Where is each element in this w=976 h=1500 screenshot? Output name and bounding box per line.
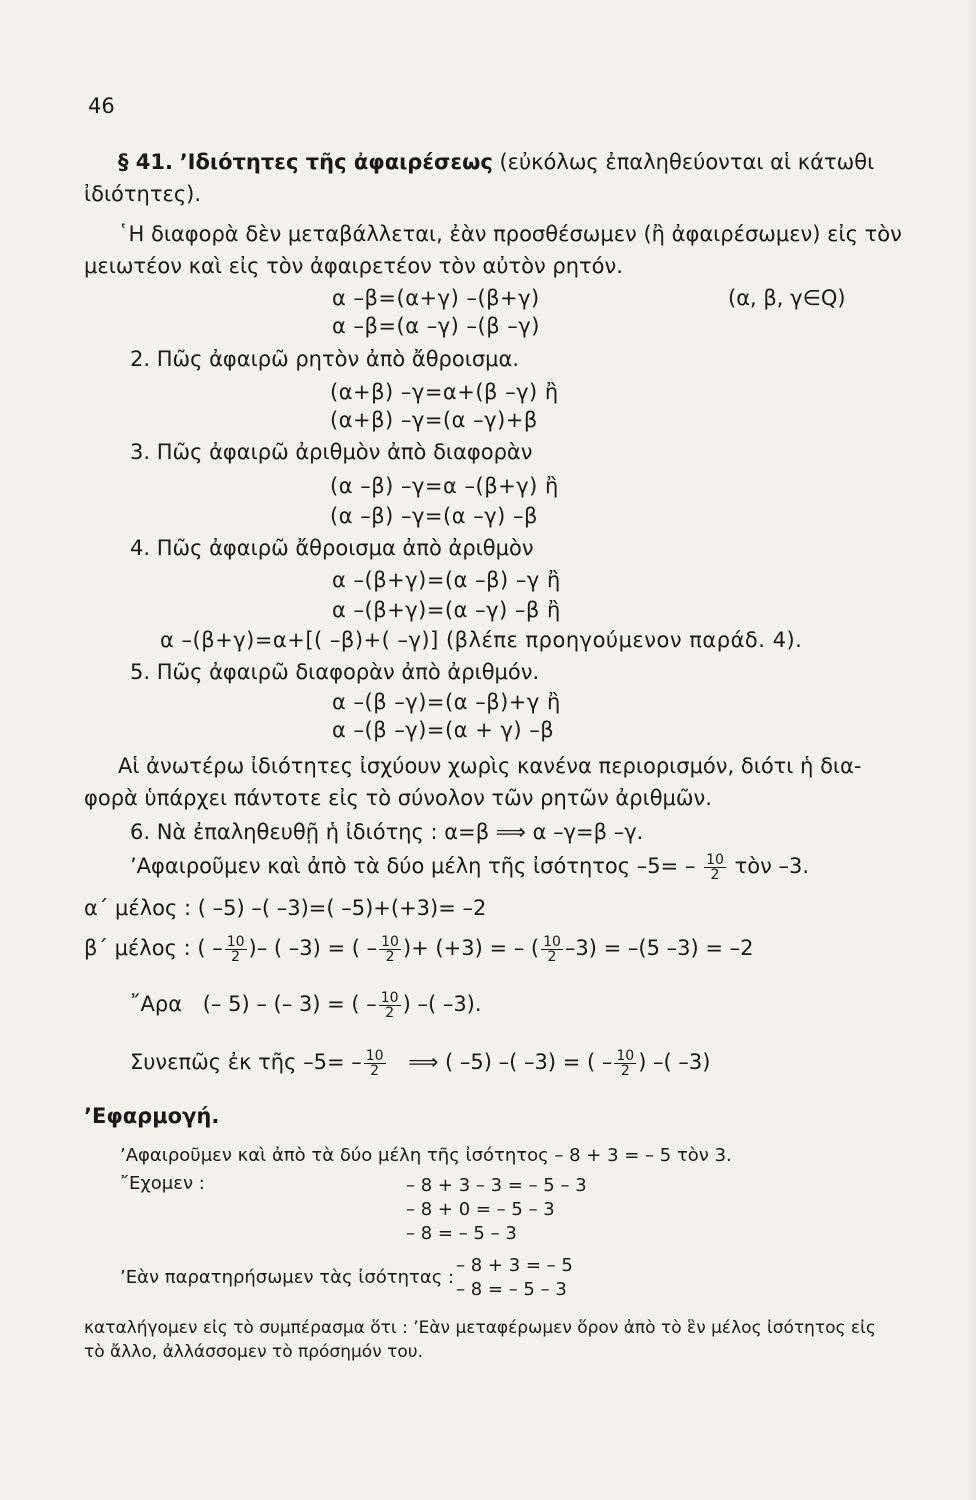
page-number: 46	[88, 94, 115, 118]
consequently-part-1: ⟹ ( –5) –( –3) = ( –	[408, 1050, 613, 1074]
intro-line-1: ῾Η διαφορὰ δὲν μεταβάλλεται, ἐὰν προσθέσωμεν (ἢ ἀφαιρέσωμεν) εἰς τὸν	[118, 222, 902, 246]
have-equation-2: – 8 + 0 = – 5 – 3	[406, 1199, 555, 1220]
fraction: $\frac{10}{2}$	[543, 933, 561, 965]
equation-2b: (α+β) –γ=(α –γ)+β	[330, 408, 538, 432]
application-title: ’Εφαρμογή.	[84, 1104, 220, 1128]
remark-line-1: Αἱ ἀνωτέρω ἰδιότητες ἰσχύουν χωρὶς κανένα περιορισμόν, διότι ἡ δια-	[118, 754, 862, 778]
subtract-text: ’Αφαιροῦμεν καὶ ἀπὸ τὰ δύο μέλη τῆς ἰσότητος –5= –	[130, 854, 696, 878]
b-member-part-4: –3) = –(5 –3) = –2	[564, 936, 754, 960]
section-heading	[118, 148, 874, 176]
consequently-part-2: ) –( –3)	[638, 1050, 711, 1074]
application-line-1: ’Αφαιροῦμεν καὶ ἀπὸ τὰ δύο μέλη τῆς ἰσότητος – 8 + 3 = – 5 τὸν 3.	[120, 1145, 732, 1166]
ara-part-1: (– 5) – (– 3) = ( –	[202, 992, 377, 1016]
page-edge-shadow	[968, 0, 976, 1500]
item-6-subtract-line	[130, 852, 809, 882]
ara-part-2: ) –( –3).	[402, 992, 482, 1016]
b-member-line	[84, 934, 754, 964]
conclusion-line-1: καταλήγομεν εἰς τὸ συμπέρασμα ὅτι : ’Εὰν μεταφέρωμεν ὅρον ἀπὸ τὸ ἓν μέλος ἰσότητος εἰς	[84, 1318, 876, 1338]
have-label: ῎Εχομεν :	[120, 1173, 205, 1194]
ara-line	[130, 990, 482, 1020]
section-subtitle: (εὐκόλως ἐπαληθεύονται αἱ κάτωθι	[499, 150, 875, 174]
section-title: ’Ιδιότητες τῆς ἀφαιρέσεως	[179, 150, 493, 174]
equation-1b: α –β=(α –γ) –(β –γ)	[332, 314, 540, 338]
item-2-label: 2. Πῶς ἀφαιρῶ ρητὸν ἀπὸ ἄθροισμα.	[130, 347, 520, 371]
equation-2a: (α+β) –γ=α+(β –γ) ἢ	[330, 380, 559, 404]
have-equation-3: – 8 = – 5 – 3	[406, 1223, 517, 1244]
item-3-label: 3. Πῶς ἀφαιρῶ ἀριθμὸν ἀπὸ διαφορὰν	[130, 440, 533, 464]
fraction: $\frac{10}{2}$	[380, 989, 399, 1021]
conclusion-line-2: τὸ ἄλλο, ἀλλάσσομεν τὸ πρόσημόν του.	[84, 1342, 423, 1362]
have-equation-1: – 8 + 3 – 3 = – 5 – 3	[406, 1175, 587, 1196]
equation-3b: (α –β) –γ=(α –γ) –β	[330, 504, 538, 528]
equation-4c: α –(β+γ)=α+[( –β)+( –γ)] (βλέπε προηγούμενον παράδ. 4).	[160, 628, 803, 652]
observe-label: ’Εὰν παρατηρήσωμεν τὰς ἰσότητας :	[120, 1267, 455, 1288]
b-member-part-2: )– ( –3) = ( –	[248, 936, 378, 960]
fraction: $\frac{10}{2}$	[706, 851, 724, 883]
intro-line-2: μειωτέον καὶ εἰς τὸν ἀφαιρετέον τὸν αὐτὸν ρητόν.	[84, 254, 623, 278]
item-6-label: 6. Νὰ ἐπαληθευθῇ ἡ ἰδιότης : α=β ⟹ α –γ=β –γ.	[130, 820, 644, 844]
consequently-line	[130, 1048, 710, 1078]
equation-5b: α –(β –γ)=(α + γ) –β	[332, 718, 555, 742]
section-subtitle-cont: ἰδιότητες).	[84, 182, 202, 206]
ara-label: ῎Αρα	[130, 992, 183, 1016]
remark-line-2: φορὰ ὑπάρχει πάντοτε εἰς τὸ σύνολον τῶν ρητῶν ἀριθμῶν.	[84, 786, 712, 810]
equation-1-condition: (α, β, γ∈Q)	[728, 286, 846, 310]
equation-1a: α –β=(α+γ) –(β+γ)	[332, 286, 540, 310]
a-member-line: α΄ μέλος : ( –5) –( –3)=( –5)+(+3)= –2	[84, 896, 487, 920]
equation-4a: α –(β+γ)=(α –β) –γ ἢ	[332, 568, 561, 592]
item-5-label: 5. Πῶς ἀφαιρῶ διαφορὰν ἀπὸ ἀριθμόν.	[130, 660, 540, 684]
fraction: $\frac{10}{2}$	[365, 1047, 384, 1079]
consequently-label: Συνεπῶς ἐκ τῆς –5= –	[130, 1050, 362, 1074]
fraction: $\frac{10}{2}$	[616, 1047, 635, 1079]
b-member-part-3: )+ (+3) = – (	[402, 936, 540, 960]
section-number: § 41.	[118, 150, 174, 174]
b-member-label: β΄ μέλος :	[84, 936, 191, 960]
fraction: $\frac{10}{2}$	[381, 933, 399, 965]
subtract-tail: τὸν –3.	[734, 854, 810, 878]
equation-5a: α –(β –γ)=(α –β)+γ ἢ	[332, 690, 561, 714]
fraction: $\frac{10}{2}$	[226, 933, 245, 965]
equation-3a: (α –β) –γ=α –(β+γ) ἢ	[330, 474, 559, 498]
item-4-label: 4. Πῶς ἀφαιρῶ ἄθροισμα ἀπὸ ἀριθμὸν	[130, 536, 534, 560]
b-member-part-1: ( –	[197, 936, 223, 960]
observe-equation-1: – 8 + 3 = – 5	[456, 1255, 573, 1276]
equation-4b: α –(β+γ)=(α –γ) –β ἢ	[332, 598, 561, 622]
observe-equation-2: – 8 = – 5 – 3	[456, 1279, 567, 1300]
